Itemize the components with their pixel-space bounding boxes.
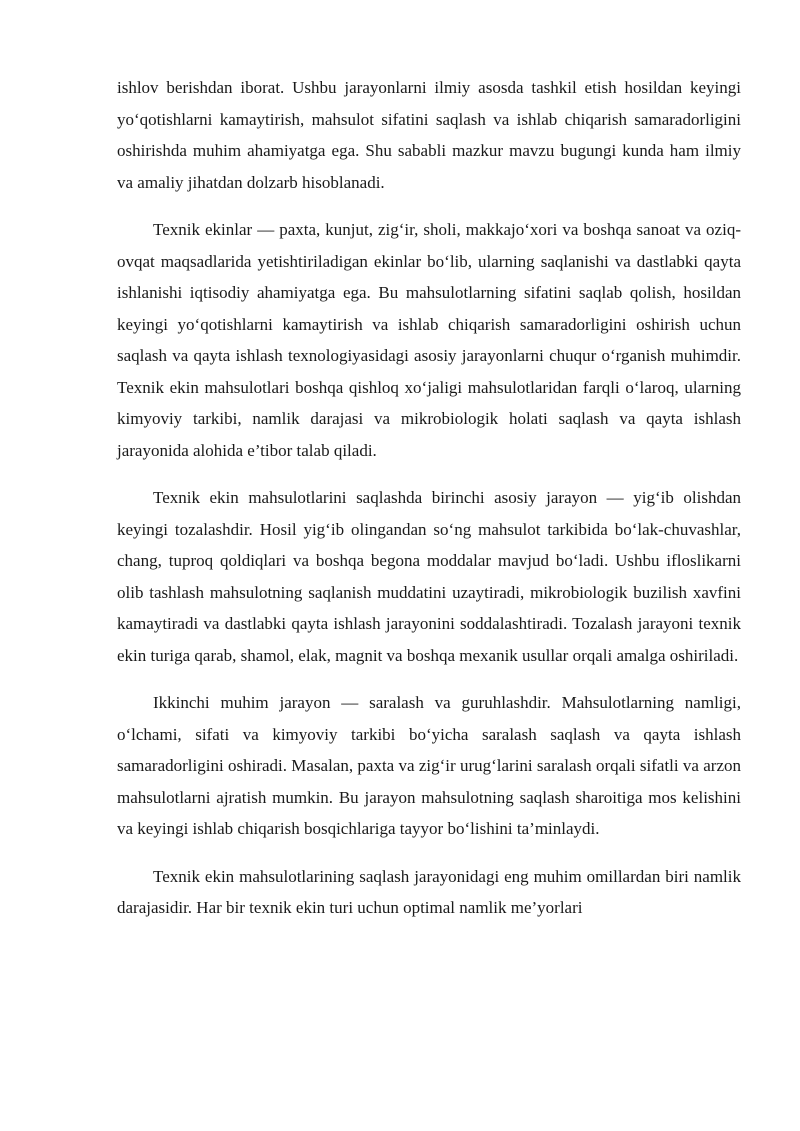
paragraph-5: Texnik ekin mahsulotlarining saqlash jarayonidagi eng muhim omillardan biri namlik darajasidir. Har bir texnik ekin turi uchun optimal namlik me’yorlari: [117, 866, 741, 917]
paragraph-1: ishlov berishdan iborat. Ushbu jarayonlarni ilmiy asosda tashkil etish hosildan keyingi yo‘qotishlarni kamaytirish, mahsulot sifatini saqlash va ishlab chiqarish samaradorligini oshirishda muhim ahamiyatga ega. Shu sababli mazkur mavzu bugungi kunda ham ilmiy va amaliy jihatdan dolzarb hisoblanadi.: [117, 78, 741, 192]
document-body: [117, 72, 741, 940]
paragraph-4: Ikkinchi muhim jarayon — saralash va guruhlashdir. Mahsulotlarning namligi, o‘lchami, sifati va kimyoviy tarkibi bo‘yicha saralash saqlash va qayta ishlash samaradorligini oshiradi. Masalan, paxta va zig‘ir urug‘larini saralash orqali sifatli va arzon mahsulotlarni ajratish mumkin. Bu jarayon mahsulotning saqlash sharoitiga mos kelishini va keyingi ishlab chiqarish bosqichlariga tayyor bo‘lishini ta’minlaydi.: [117, 693, 741, 838]
paragraph-2: Texnik ekinlar — paxta, kunjut, zig‘ir, sholi, makkajo‘xori va boshqa sanoat va oziq-ovqat maqsadlarida yetishtiriladigan ekinlar bo‘lib, ularning saqlanishi va dastlabki qayta ishlanishi iqtisodiy ahamiyatga ega. Bu mahsulotlarning sifatini saqlab qolish, hosildan keyingi yo‘qotishlarni kamaytirish va ishlab chiqarish samaradorligini oshirish uchun saqlash va qayta ishlash texnologiyasidagi asosiy jarayonlarni chuqur o‘rganish muhimdir. Texnik ekin mahsulotlari boshqa qishloq xo‘jaligi mahsulotlaridan farqli o‘laroq, ularning kimyoviy tarkibi, namlik darajasi va mikrobiologik holati saqlash va qayta ishlash jarayonida alohida e’tibor talab qiladi.: [117, 220, 741, 460]
paragraph-3: Texnik ekin mahsulotlarini saqlashda birinchi asosiy jarayon — yig‘ib olishdan keyingi tozalashdir. Hosil yig‘ib olingandan so‘ng mahsulot tarkibida bo‘lak-chuvashlar, chang, tuproq qoldiqlari va boshqa begona moddalar mavjud bo‘ladi. Ushbu ifloslikarni olib tashlash mahsulotning saqlanish muddatini uzaytiradi, mikrobiologik buzilish xavfini kamaytiradi va dastlabki qayta ishlash jarayonini soddalashtiradi. Tozalash jarayoni texnik ekin turiga qarab, shamol, elak, magnit va boshqa mexanik usullar orqali amalga oshiriladi.: [117, 488, 741, 665]
